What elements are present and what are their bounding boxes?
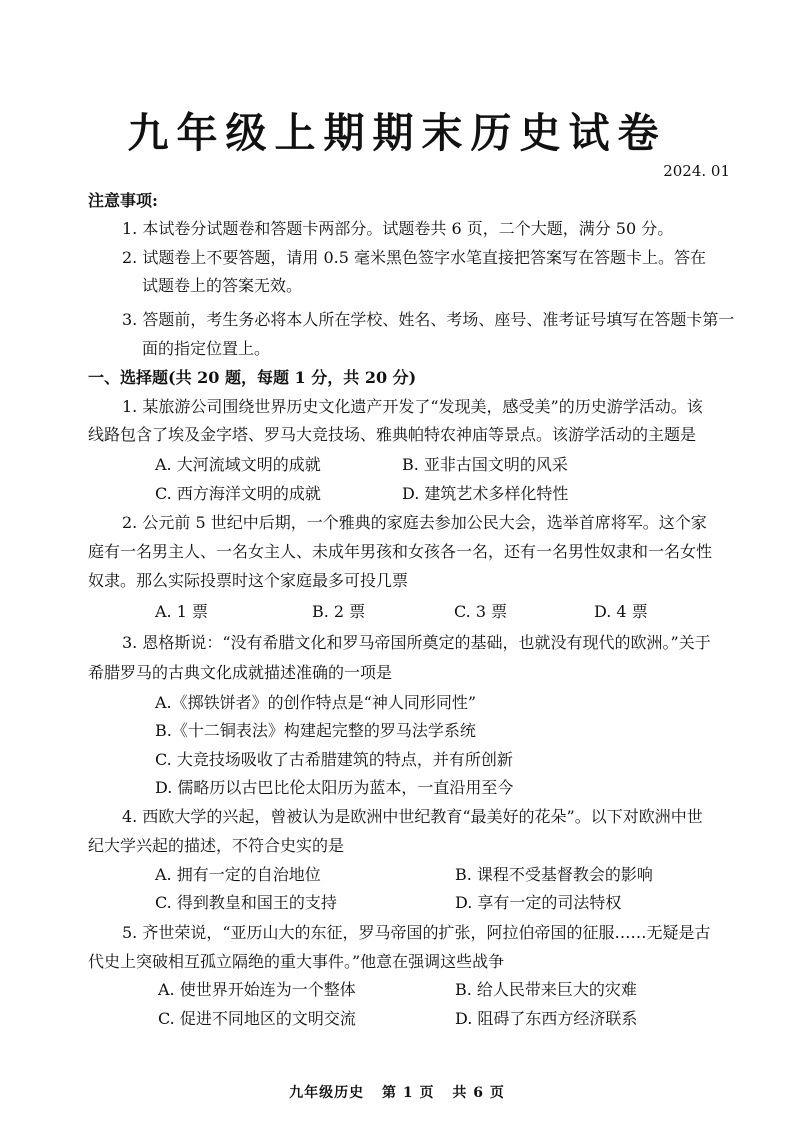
- q5-option-c: C. 促进不同地区的文明交流: [158, 1009, 356, 1028]
- q5-stem-line-1: 5. 齐世荣说，“亚历山大的东征，罗马帝国的扩张，阿拉伯帝国的征服……无疑是古: [122, 923, 711, 942]
- q3-option-d: D. 儒略历以古巴比伦太阳历为蓝本，一直沿用至今: [155, 778, 514, 797]
- notice-item-3-line-1: 3. 答题前，考生务必将本人所在学校、姓名、考场、座号、准考证号填写在答题卡第一: [122, 310, 735, 329]
- q2-option-a: A. 1 票: [155, 602, 208, 621]
- q1-stem-line-1: 1. 某旅游公司围绕世界历史文化遗产开发了“发现美，感受美”的历史游学活动。该: [122, 397, 703, 416]
- q2-stem-line-2: 庭有一名男主人、一名女主人、未成年男孩和女孩各一名，还有一名男性奴隶和一名女性: [88, 542, 713, 561]
- q3-stem-line-2: 希腊罗马的古典文化成就描述准确的一项是: [88, 663, 393, 682]
- q3-option-a: A.《掷铁饼者》的创作特点是“神人同形同性”: [155, 693, 477, 712]
- q4-option-c: C. 得到教皇和国王的支持: [155, 893, 337, 912]
- page-title: 九年级上期期末历史试卷: [127, 109, 667, 157]
- q1-option-b: B. 亚非古国文明的风采: [402, 455, 568, 474]
- exam-date: 2024. 01: [663, 162, 730, 180]
- q2-stem-line-3: 奴隶。那么实际投票时这个家庭最多可投几票: [88, 571, 409, 590]
- notice-item-3-line-2: 面的指定位置上。: [142, 339, 271, 358]
- q1-option-d: D. 建筑艺术多样化特性: [402, 484, 569, 503]
- footer-total-pages: 共 6 页: [452, 1085, 505, 1101]
- q4-option-b: B. 课程不受基督教会的影响: [455, 865, 653, 884]
- page-footer: [0, 1082, 794, 1102]
- q1-stem-line-2: 线路包含了埃及金字塔、罗马大竞技场、雅典帕特农神庙等景点。该游学活动的主题是: [88, 425, 697, 444]
- q4-option-a: A. 拥有一定的自治地位: [155, 865, 321, 884]
- q2-option-c: C. 3 票: [454, 602, 508, 621]
- footer-page-number: 第 1 页: [382, 1085, 435, 1101]
- q1-option-a: A. 大河流域文明的成就: [155, 455, 321, 474]
- q2-stem-line-1: 2. 公元前 5 世纪中后期，一个雅典的家庭去参加公民大会，选举首席将军。这个家: [122, 513, 707, 532]
- q5-option-d: D. 阻碍了东西方经济联系: [455, 1009, 638, 1028]
- q4-stem-line-1: 4. 西欧大学的兴起，曾被认为是欧洲中世纪教育“最美好的花朵”。以下对欧洲中世: [122, 807, 703, 826]
- q5-option-a: A. 使世界开始连为一个整体: [158, 980, 356, 999]
- notice-heading: 注意事项:: [88, 191, 158, 210]
- q5-option-b: B. 给人民带来巨大的灾难: [455, 980, 637, 999]
- q5-stem-line-2: 代史上突破相互孤立隔绝的重大事件。”他意在强调这些战争: [88, 952, 505, 971]
- q3-option-c: C. 大竞技场吸收了古希腊建筑的特点，并有所创新: [155, 750, 513, 769]
- section-1-heading: 一、选择题(共 20 题，每题 1 分，共 20 分): [88, 368, 417, 387]
- notice-item-1: 1. 本试卷分试题卷和答题卡两部分。试题卷共 6 页，二个大题，满分 50 分。: [122, 219, 674, 238]
- q1-option-c: C. 西方海洋文明的成就: [155, 484, 321, 503]
- q2-option-b: B. 2 票: [312, 602, 366, 621]
- q2-option-d: D. 4 票: [594, 602, 648, 621]
- q3-stem-line-1: 3. 恩格斯说：“没有希腊文化和罗马帝国所奠定的基础，也就没有现代的欧洲。”关于: [122, 633, 711, 652]
- q3-option-b: B.《十二铜表法》构建起完整的罗马法学系统: [155, 721, 476, 740]
- q4-stem-line-2: 纪大学兴起的描述，不符合史实的是: [88, 836, 345, 855]
- footer-subject: 九年级历史: [289, 1085, 365, 1101]
- notice-item-2-line-2: 试题卷上的答案无效。: [142, 276, 303, 295]
- notice-item-2-line-1: 2. 试题卷上不要答题，请用 0.5 毫米黑色签字水笔直接把答案写在答题卡上。答在: [122, 248, 706, 267]
- q4-option-d: D. 享有一定的司法特权: [455, 893, 622, 912]
